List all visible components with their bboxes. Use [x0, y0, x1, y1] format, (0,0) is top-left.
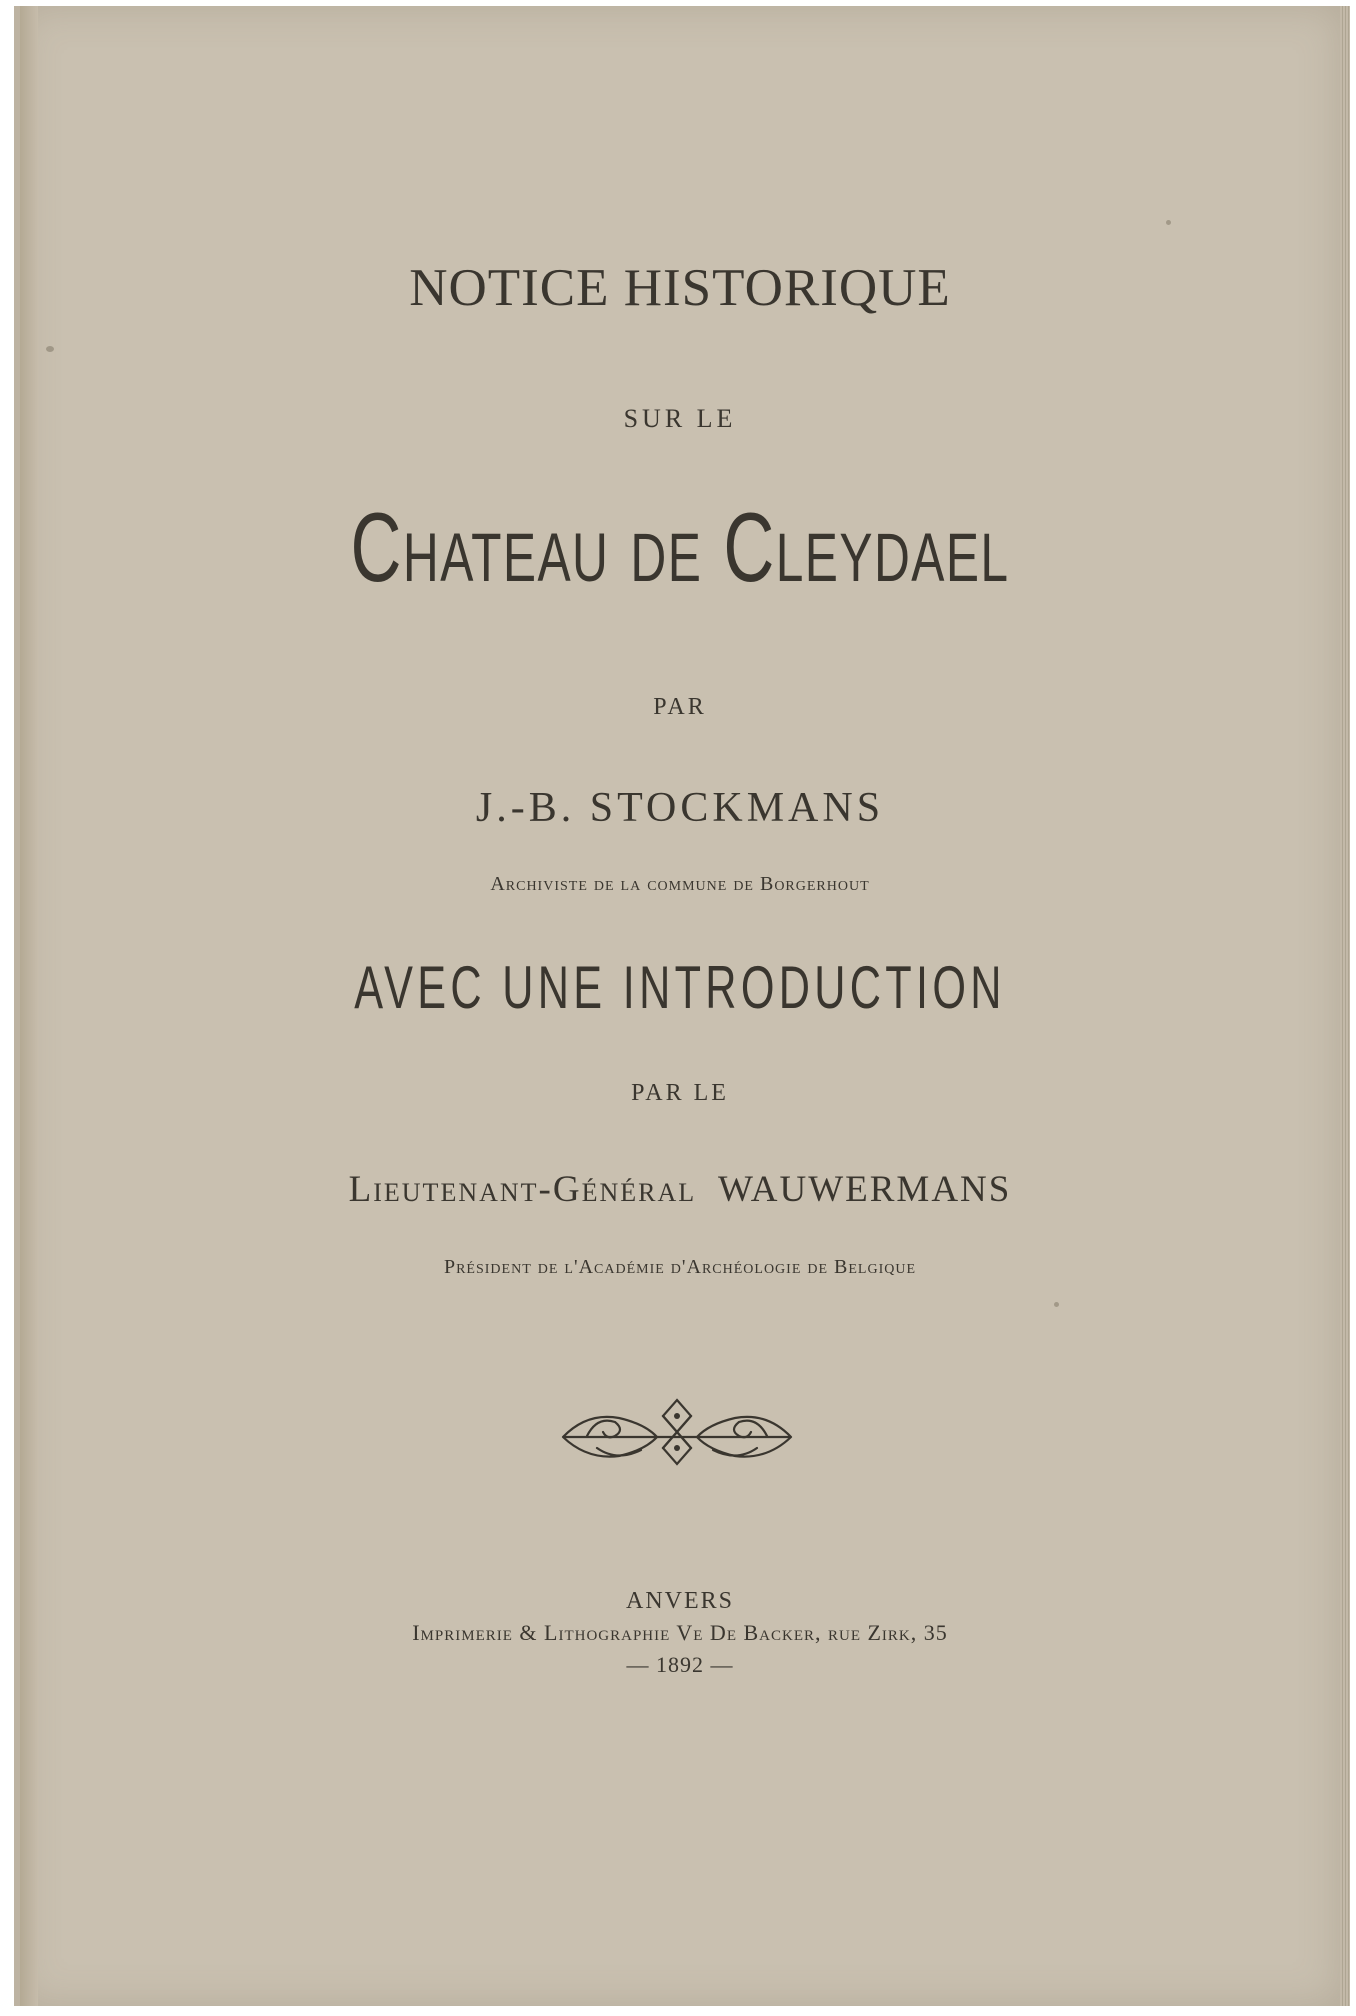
intro-author [20, 1168, 1340, 1211]
main-title: Chateau de Cleydael [350, 492, 1010, 602]
title-line-1: NOTICE HISTORIQUE [409, 259, 951, 317]
paper-spot [1054, 1302, 1059, 1307]
paper-spot [1166, 220, 1171, 225]
paper-spot [46, 346, 54, 352]
by-label: PAR [653, 694, 707, 720]
by-label-2: PAR LE [631, 1080, 729, 1106]
introduction-heading: AVEC UNE INTRODUCTION [354, 954, 1006, 1021]
author-name: J.-B. STOCKMANS [475, 785, 885, 831]
publisher-city: ANVERS [625, 1588, 734, 1614]
author-role: Archiviste de la commune de Borgerhout [490, 873, 870, 895]
intro-author-rank: Lieutenant-Général [348, 1169, 697, 1210]
publication-year: — 1892 — [626, 1652, 734, 1677]
fleuron-ornament-icon [557, 1392, 797, 1482]
title-line-2: SUR LE [623, 404, 737, 433]
publisher-printer: Imprimerie & Lithographie Ve De Backer, rue Zirk, 35 [412, 1620, 948, 1645]
page-edge [1340, 6, 1350, 2006]
intro-author-name: WAUWERMANS [717, 1169, 1012, 1210]
title-page [14, 6, 1350, 2006]
intro-author-role: Président de l'Académie d'Archéologie de Belgique [443, 1256, 917, 1278]
